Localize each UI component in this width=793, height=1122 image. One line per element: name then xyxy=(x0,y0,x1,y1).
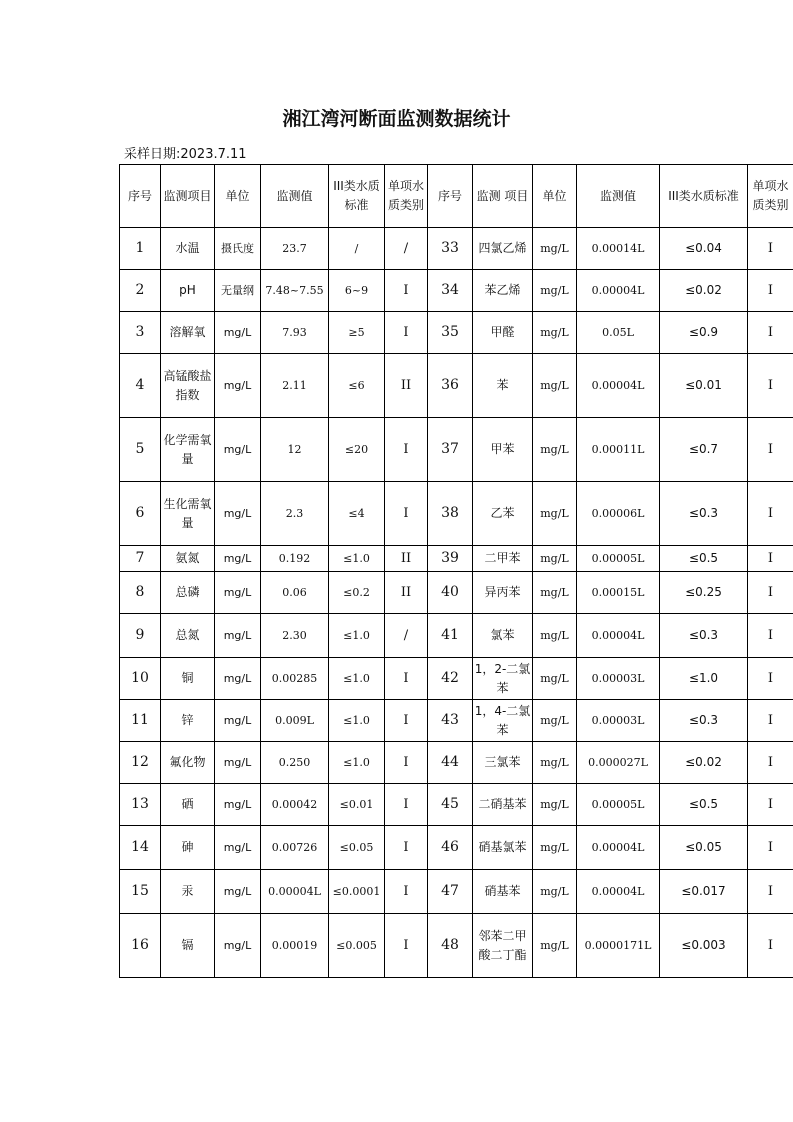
row-number-cell: 2 xyxy=(120,270,161,312)
standard-limit-cell: ≥5 xyxy=(329,312,385,354)
water-class-cell: I xyxy=(385,784,428,826)
measured-value-cell: 0.00004L xyxy=(577,870,660,914)
item-name-cell: 1，2-二氯苯 xyxy=(473,658,533,700)
unit-cell: mg/L xyxy=(215,826,261,870)
row-number-cell: 48 xyxy=(428,914,473,978)
header-cell: 单项水质类别 xyxy=(385,165,428,228)
row-number-cell: 10 xyxy=(120,658,161,700)
table-row xyxy=(120,546,793,572)
measured-value-cell: 0.00011L xyxy=(577,418,660,482)
measured-value-cell: 0.00285 xyxy=(261,658,329,700)
item-name-cell: 苯乙烯 xyxy=(473,270,533,312)
water-class-cell: I xyxy=(748,700,793,742)
row-number-cell: 8 xyxy=(120,572,161,614)
measured-value-cell: 0.00726 xyxy=(261,826,329,870)
item-name-cell: 水温 xyxy=(161,228,215,270)
standard-limit-cell: ≤0.2 xyxy=(329,572,385,614)
unit-cell: mg/L xyxy=(533,784,577,826)
row-number-cell: 38 xyxy=(428,482,473,546)
water-class-cell: II xyxy=(385,546,428,572)
row-number-cell: 12 xyxy=(120,742,161,784)
row-number-cell: 45 xyxy=(428,784,473,826)
table-row xyxy=(120,614,793,658)
row-number-cell: 42 xyxy=(428,658,473,700)
row-number-cell: 34 xyxy=(428,270,473,312)
unit-cell: mg/L xyxy=(533,418,577,482)
unit-cell: mg/L xyxy=(215,354,261,418)
water-class-cell: I xyxy=(748,312,793,354)
unit-cell: mg/L xyxy=(533,354,577,418)
unit-cell: mg/L xyxy=(533,572,577,614)
water-class-cell: I xyxy=(748,914,793,978)
measured-value-cell: 0.00019 xyxy=(261,914,329,978)
unit-cell: mg/L xyxy=(533,270,577,312)
item-name-cell: 氯苯 xyxy=(473,614,533,658)
measured-value-cell: 0.00004L xyxy=(261,870,329,914)
table-row xyxy=(120,742,793,784)
row-number-cell: 39 xyxy=(428,546,473,572)
item-name-cell: 三氯苯 xyxy=(473,742,533,784)
standard-limit-cell: ≤0.9 xyxy=(660,312,748,354)
measured-value-cell: 0.009L xyxy=(261,700,329,742)
standard-limit-cell: ≤0.005 xyxy=(329,914,385,978)
unit-cell: mg/L xyxy=(533,914,577,978)
standard-limit-cell: ≤6 xyxy=(329,354,385,418)
water-class-cell: I xyxy=(748,614,793,658)
item-name-cell: 溶解氧 xyxy=(161,312,215,354)
unit-cell: mg/L xyxy=(215,546,261,572)
standard-limit-cell: ≤0.3 xyxy=(660,614,748,658)
measured-value-cell: 7.48~7.55 xyxy=(261,270,329,312)
row-number-cell: 16 xyxy=(120,914,161,978)
header-row xyxy=(120,165,793,228)
water-class-cell: I xyxy=(748,784,793,826)
row-number-cell: 7 xyxy=(120,546,161,572)
item-name-cell: 锌 xyxy=(161,700,215,742)
row-number-cell: 13 xyxy=(120,784,161,826)
row-number-cell: 4 xyxy=(120,354,161,418)
row-number-cell: 15 xyxy=(120,870,161,914)
measured-value-cell: 0.000027L xyxy=(577,742,660,784)
table-row xyxy=(120,270,793,312)
measured-value-cell: 0.06 xyxy=(261,572,329,614)
table-row xyxy=(120,418,793,482)
item-name-cell: 硝基氯苯 xyxy=(473,826,533,870)
row-number-cell: 36 xyxy=(428,354,473,418)
header-cell: 监测值 xyxy=(261,165,329,228)
water-class-cell: I xyxy=(385,742,428,784)
measured-value-cell: 0.05L xyxy=(577,312,660,354)
unit-cell: mg/L xyxy=(533,700,577,742)
unit-cell: mg/L xyxy=(215,482,261,546)
item-name-cell: 邻苯二甲酸二丁酯 xyxy=(473,914,533,978)
water-class-cell: / xyxy=(385,614,428,658)
water-class-cell: I xyxy=(385,700,428,742)
water-class-cell: I xyxy=(748,870,793,914)
measured-value-cell: 2.11 xyxy=(261,354,329,418)
measured-value-cell: 0.00004L xyxy=(577,614,660,658)
table-row xyxy=(120,572,793,614)
standard-limit-cell: ≤1.0 xyxy=(329,742,385,784)
water-class-cell: I xyxy=(748,354,793,418)
measured-value-cell: 12 xyxy=(261,418,329,482)
standard-limit-cell: ≤0.3 xyxy=(660,700,748,742)
item-name-cell: 生化需氧量 xyxy=(161,482,215,546)
item-name-cell: 二甲苯 xyxy=(473,546,533,572)
row-number-cell: 37 xyxy=(428,418,473,482)
table-row xyxy=(120,312,793,354)
measured-value-cell: 0.00014L xyxy=(577,228,660,270)
item-name-cell: 四氯乙烯 xyxy=(473,228,533,270)
header-cell: 监测值 xyxy=(577,165,660,228)
standard-limit-cell: ≤0.017 xyxy=(660,870,748,914)
item-name-cell: 镉 xyxy=(161,914,215,978)
unit-cell: mg/L xyxy=(215,742,261,784)
unit-cell: mg/L xyxy=(533,312,577,354)
header-cell: 单位 xyxy=(215,165,261,228)
unit-cell: mg/L xyxy=(215,312,261,354)
measured-value-cell: 2.30 xyxy=(261,614,329,658)
unit-cell: mg/L xyxy=(215,572,261,614)
measured-value-cell: 0.192 xyxy=(261,546,329,572)
water-class-cell: I xyxy=(748,270,793,312)
item-name-cell: 甲醛 xyxy=(473,312,533,354)
unit-cell: mg/L xyxy=(533,614,577,658)
unit-cell: mg/L xyxy=(533,742,577,784)
item-name-cell: 高锰酸盐指数 xyxy=(161,354,215,418)
unit-cell: mg/L xyxy=(215,614,261,658)
unit-cell: 摄氏度 xyxy=(215,228,261,270)
header-cell: III类水质标准 xyxy=(660,165,748,228)
row-number-cell: 35 xyxy=(428,312,473,354)
standard-limit-cell: ≤20 xyxy=(329,418,385,482)
water-class-cell: I xyxy=(748,418,793,482)
unit-cell: mg/L xyxy=(215,658,261,700)
row-number-cell: 14 xyxy=(120,826,161,870)
item-name-cell: 总磷 xyxy=(161,572,215,614)
item-name-cell: 异丙苯 xyxy=(473,572,533,614)
water-class-cell: I xyxy=(748,826,793,870)
row-number-cell: 47 xyxy=(428,870,473,914)
standard-limit-cell: ≤0.02 xyxy=(660,270,748,312)
item-name-cell: 砷 xyxy=(161,826,215,870)
row-number-cell: 6 xyxy=(120,482,161,546)
table-row xyxy=(120,700,793,742)
measured-value-cell: 2.3 xyxy=(261,482,329,546)
measured-value-cell: 0.00004L xyxy=(577,354,660,418)
water-class-cell: I xyxy=(385,826,428,870)
page-title: 湘江湾河断面监测数据统计 xyxy=(282,108,511,130)
table-row xyxy=(120,228,793,270)
standard-limit-cell: ≤0.01 xyxy=(660,354,748,418)
table-row xyxy=(120,482,793,546)
water-class-cell: I xyxy=(748,742,793,784)
water-class-cell: II xyxy=(385,572,428,614)
row-number-cell: 33 xyxy=(428,228,473,270)
standard-limit-cell: ≤0.01 xyxy=(329,784,385,826)
item-name-cell: 硝基苯 xyxy=(473,870,533,914)
unit-cell: mg/L xyxy=(215,700,261,742)
measured-value-cell: 0.00003L xyxy=(577,658,660,700)
standard-limit-cell: ≤0.3 xyxy=(660,482,748,546)
standard-limit-cell: ≤0.7 xyxy=(660,418,748,482)
unit-cell: mg/L xyxy=(215,914,261,978)
measured-value-cell: 0.00003L xyxy=(577,700,660,742)
header-cell: 序号 xyxy=(120,165,161,228)
standard-limit-cell: ≤0.5 xyxy=(660,784,748,826)
measured-value-cell: 0.00004L xyxy=(577,826,660,870)
unit-cell: mg/L xyxy=(533,546,577,572)
unit-cell: mg/L xyxy=(533,826,577,870)
header-cell: 监测项目 xyxy=(161,165,215,228)
measured-value-cell: 23.7 xyxy=(261,228,329,270)
standard-limit-cell: ≤1.0 xyxy=(660,658,748,700)
header-cell: 序号 xyxy=(428,165,473,228)
item-name-cell: 苯 xyxy=(473,354,533,418)
standard-limit-cell: ≤0.25 xyxy=(660,572,748,614)
measured-value-cell: 0.00042 xyxy=(261,784,329,826)
row-number-cell: 11 xyxy=(120,700,161,742)
item-name-cell: 甲苯 xyxy=(473,418,533,482)
row-number-cell: 43 xyxy=(428,700,473,742)
unit-cell: mg/L xyxy=(533,482,577,546)
row-number-cell: 44 xyxy=(428,742,473,784)
water-class-cell: I xyxy=(748,482,793,546)
water-class-cell: / xyxy=(385,228,428,270)
measured-value-cell: 0.00005L xyxy=(577,784,660,826)
standard-limit-cell: ≤0.04 xyxy=(660,228,748,270)
unit-cell: mg/L xyxy=(533,228,577,270)
measured-value-cell: 0.00015L xyxy=(577,572,660,614)
row-number-cell: 41 xyxy=(428,614,473,658)
unit-cell: mg/L xyxy=(533,658,577,700)
table-row xyxy=(120,784,793,826)
item-name-cell: 二硝基苯 xyxy=(473,784,533,826)
monitoring-table xyxy=(119,164,793,978)
item-name-cell: pH xyxy=(161,270,215,312)
table-row xyxy=(120,870,793,914)
unit-cell: mg/L xyxy=(533,870,577,914)
item-name-cell: 硒 xyxy=(161,784,215,826)
water-class-cell: I xyxy=(385,312,428,354)
water-class-cell: I xyxy=(748,228,793,270)
water-class-cell: I xyxy=(385,658,428,700)
row-number-cell: 46 xyxy=(428,826,473,870)
standard-limit-cell: ≤1.0 xyxy=(329,614,385,658)
item-name-cell: 铜 xyxy=(161,658,215,700)
row-number-cell: 3 xyxy=(120,312,161,354)
water-class-cell: I xyxy=(748,572,793,614)
header-cell: 监测 项目 xyxy=(473,165,533,228)
water-class-cell: I xyxy=(385,870,428,914)
standard-limit-cell: ≤0.003 xyxy=(660,914,748,978)
unit-cell: mg/L xyxy=(215,418,261,482)
water-class-cell: I xyxy=(385,482,428,546)
header-cell: 单项水质类别 xyxy=(748,165,793,228)
standard-limit-cell: / xyxy=(329,228,385,270)
item-name-cell: 汞 xyxy=(161,870,215,914)
water-class-cell: I xyxy=(748,546,793,572)
row-number-cell: 40 xyxy=(428,572,473,614)
item-name-cell: 化学需氧量 xyxy=(161,418,215,482)
standard-limit-cell: ≤1.0 xyxy=(329,700,385,742)
standard-limit-cell: ≤0.05 xyxy=(329,826,385,870)
water-class-cell: I xyxy=(385,418,428,482)
water-class-cell: I xyxy=(748,658,793,700)
measured-value-cell: 0.00006L xyxy=(577,482,660,546)
item-name-cell: 氨氮 xyxy=(161,546,215,572)
item-name-cell: 总氮 xyxy=(161,614,215,658)
item-name-cell: 氟化物 xyxy=(161,742,215,784)
standard-limit-cell: ≤0.5 xyxy=(660,546,748,572)
measured-value-cell: 0.00005L xyxy=(577,546,660,572)
standard-limit-cell: ≤4 xyxy=(329,482,385,546)
table-row xyxy=(120,658,793,700)
table-row xyxy=(120,826,793,870)
header-cell: III类水质标准 xyxy=(329,165,385,228)
item-name-cell: 1，4-二氯苯 xyxy=(473,700,533,742)
row-number-cell: 5 xyxy=(120,418,161,482)
standard-limit-cell: 6~9 xyxy=(329,270,385,312)
item-name-cell: 乙苯 xyxy=(473,482,533,546)
unit-cell: 无量纲 xyxy=(215,270,261,312)
header-cell: 单位 xyxy=(533,165,577,228)
unit-cell: mg/L xyxy=(215,870,261,914)
unit-cell: mg/L xyxy=(215,784,261,826)
table-row xyxy=(120,354,793,418)
water-class-cell: I xyxy=(385,270,428,312)
standard-limit-cell: ≤0.02 xyxy=(660,742,748,784)
standard-limit-cell: ≤1.0 xyxy=(329,658,385,700)
row-number-cell: 1 xyxy=(120,228,161,270)
table-row xyxy=(120,914,793,978)
measured-value-cell: 7.93 xyxy=(261,312,329,354)
water-class-cell: I xyxy=(385,914,428,978)
water-class-cell: II xyxy=(385,354,428,418)
sample-date: 采样日期:2023.7.11 xyxy=(124,147,247,162)
measured-value-cell: 0.00004L xyxy=(577,270,660,312)
standard-limit-cell: ≤0.05 xyxy=(660,826,748,870)
standard-limit-cell: ≤1.0 xyxy=(329,546,385,572)
row-number-cell: 9 xyxy=(120,614,161,658)
standard-limit-cell: ≤0.0001 xyxy=(329,870,385,914)
measured-value-cell: 0.0000171L xyxy=(577,914,660,978)
measured-value-cell: 0.250 xyxy=(261,742,329,784)
